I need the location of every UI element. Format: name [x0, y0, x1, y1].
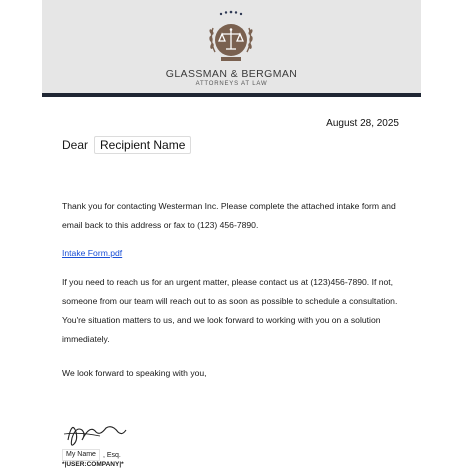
- sender-name-field[interactable]: My Name: [62, 449, 100, 461]
- header-divider: [42, 93, 421, 97]
- signature-icon: [60, 410, 130, 450]
- letter-page: [42, 0, 421, 470]
- company-merge-tag: *|USER:COMPANY|*: [62, 461, 124, 468]
- sender-name-line: [62, 449, 121, 461]
- recipient-name-field[interactable]: Recipient Name: [94, 136, 191, 154]
- firm-tagline: ATTORNEYS AT LAW: [195, 81, 268, 87]
- urgent-paragraph: If you need to reach us for an urgent matter, please contact us at (123)456-7890. If not, someone from our team will reach out to as soon as possible to schedule a consultation. You're situation matters to us, and we look forward to working with you on a solution immediately.: [62, 277, 398, 344]
- intake-form-link[interactable]: Intake Form.pdf: [62, 248, 123, 258]
- letter-date: August 28, 2025: [326, 118, 399, 129]
- firm-name: GLASSMAN & BERGMAN: [165, 68, 298, 80]
- salutation-text: Dear: [62, 138, 89, 152]
- letterhead: [42, 0, 421, 93]
- scales-of-justice-icon: [201, 8, 261, 68]
- salutation-line: [62, 136, 191, 154]
- sender-suffix: , Esq.: [102, 451, 121, 459]
- intro-paragraph: Thank you for contacting Westerman Inc. Please complete the attached intake form and email back to this address or fax to (123) 456-7890.: [62, 201, 396, 230]
- closing-line: We look forward to speaking with you,: [62, 368, 207, 378]
